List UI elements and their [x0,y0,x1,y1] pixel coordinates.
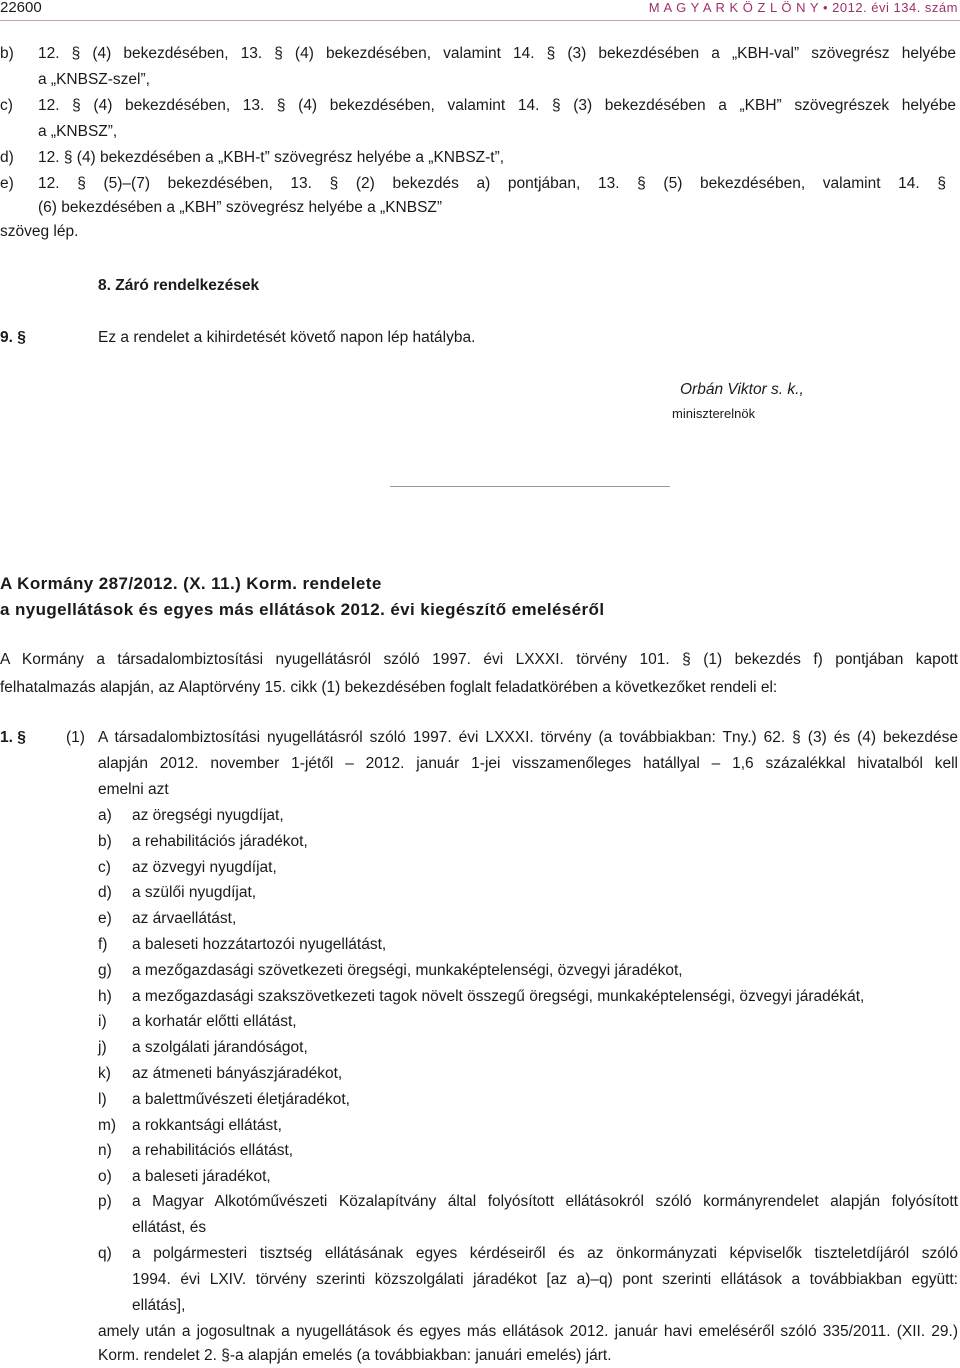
running-header [0,0,960,21]
list-item-label: c) [98,859,111,876]
decree-title-line2: a nyugellátások és egyes más ellátások 2012. évi kiegészítő emeléséről [0,600,605,619]
decree-title-line1: A Kormány 287/2012. (X. 11.) Korm. rendelete [0,574,382,593]
item-q-line2: 1994. évi LXIV. törvény szerinti közszolgálati járadékot [az a)–q) pont szerinti ellátások a továbbiakban együtt: [132,1271,958,1288]
issue-label: 2012. évi 134. szám [832,0,958,15]
list-item: a mezőgazdasági szövetkezeti öregségi, munkaképtelenségi, özvegyi járadékot, [132,962,683,979]
list-item: az átmeneti bányászjáradékot, [132,1065,343,1082]
list-item-label: i) [98,1013,107,1030]
paragraph-number: 9. § [0,329,26,346]
list-item: a mezőgazdasági szakszövetkezeti tagok növelt összegű öregségi, munkaképtelenségi, özvegyi járadékát, [132,988,865,1005]
list-item: a rokkantsági ellátást, [132,1117,282,1134]
article-number: 1. § [0,729,26,746]
section-heading: 8. Záró rendelkezések [98,277,260,294]
list-item: az öregségi nyugdíjat, [132,807,284,824]
preamble-line1: A Kormány a társadalombiztosítási nyugellátásról szóló 1997. évi LXXXI. törvény 101. § (1) bekezdés f) pontjában kapott [0,651,958,668]
list-item-label: j) [98,1039,107,1056]
item-p-line1: a Magyar Alkotóművészeti Közalapítvány által folyósított ellátásokról szóló kormányrendelet alapján folyósított [132,1193,958,1210]
item-q-line1: a polgármesteri tisztség ellátásának egyes kérdéseiről és az önkormányzati képviselők tiszteletdíjáról szóló [132,1245,958,1262]
list-item: az özvegyi nyugdíjat, [132,859,277,876]
item-b-line2: a „KNBSZ-szel”, [38,71,150,88]
list-item: a szülői nyugdíjat, [132,884,257,901]
article-line2: alapján 2012. november 1-jétől – 2012. január 1-jei visszamenőleges hatállyal – 1,6 százalékkal hivatalból kell [98,755,958,772]
list-item: a balettművészeti életjáradékot, [132,1091,350,1108]
journal-name: M A G Y A R K Ö Z L Ö N Y [648,0,819,15]
list-item-label: a) [98,807,112,824]
item-c-line2: a „KNBSZ”, [38,123,118,140]
list-item-label: f) [98,936,108,953]
list-item: az árvaellátást, [132,910,237,927]
list-item-label: b) [98,833,112,850]
list-item-label: g) [98,962,112,979]
signatory-name: Orbán Viktor s. k., [680,381,804,398]
preamble-line2: felhatalmazás alapján, az Alaptörvény 15. cikk (1) bekezdésében foglalt feladatkörében a következőket rendeli el: [0,679,778,696]
item-b-line1: 12. § (4) bekezdésében, 13. § (4) bekezdésében, valamint 14. § (3) bekezdésében a „KBH-val” szövegrész helyébe [38,45,956,62]
article-tail-line1: amely után a jogosultnak a nyugellátások és egyes más ellátások 2012. január havi emeléséről szóló 335/2011. (XII. 29.) [98,1323,958,1340]
item-d-line1: 12. § (4) bekezdésében a „KBH-t” szövegrész helyébe a „KNBSZ-t”, [38,149,505,166]
list-item: a baleseti hozzátartozói nyugellátást, [132,936,387,953]
list-item: a korhatár előtti ellátást, [132,1013,297,1030]
signatory-role: miniszterelnök [672,406,756,421]
separator-rule [390,486,670,487]
article-line3: emelni azt [98,781,169,798]
closing-text: szöveg lép. [0,223,79,240]
item-e-line2: (6) bekezdésében a „KBH” szövegrész helyébe a „KNBSZ” [38,199,443,216]
bullet-separator: • [822,0,829,15]
list-item-label: l) [98,1091,107,1108]
article-tail-line2: Korm. rendelet 2. §-a alapján emelés (a továbbiakban: januári emelés) járt. [98,1347,612,1364]
item-d-label: d) [0,149,14,166]
item-c-label: c) [0,97,13,114]
list-item: a rehabilitációs járadékot, [132,833,308,850]
page-number: 22600 [0,0,42,16]
item-p-label: p) [98,1193,112,1210]
item-e-label: e) [0,175,14,192]
item-q-label: q) [98,1245,112,1262]
list-item-label: d) [98,884,112,901]
paragraph-text: Ez a rendelet a kihirdetését követő napon lép hatályba. [98,329,476,346]
list-item-label: n) [98,1142,112,1159]
list-item: a rehabilitációs ellátást, [132,1142,294,1159]
subsection-number: (1) [66,729,85,746]
list-item-label: k) [98,1065,111,1082]
article-line1: A társadalombiztosítási nyugellátásról szóló 1997. évi LXXXI. törvény (a továbbiakban: Tny.) 62. § (3) és (4) bekezdése [98,729,958,746]
item-e-line1: 12. § (5)–(7) bekezdésében, 13. § (2) bekezdés a) pontjában, 13. § (5) bekezdésében, valamint 14. § [38,175,946,192]
item-p-line2: ellátást, és [132,1219,207,1236]
list-item-label: h) [98,988,112,1005]
list-item: a baleseti járadékot, [132,1168,271,1185]
journal-running-head [649,0,958,16]
list-item-label: e) [98,910,112,927]
list-item-label: o) [98,1168,112,1185]
item-b-label: b) [0,45,14,62]
item-c-line1: 12. § (4) bekezdésében, 13. § (4) bekezdésében, valamint 14. § (3) bekezdésében a „KBH” szövegrészek helyébe [38,97,956,114]
item-q-line3: ellátás], [132,1297,186,1314]
list-item: a szolgálati járandóságot, [132,1039,308,1056]
list-item-label: m) [98,1117,117,1134]
